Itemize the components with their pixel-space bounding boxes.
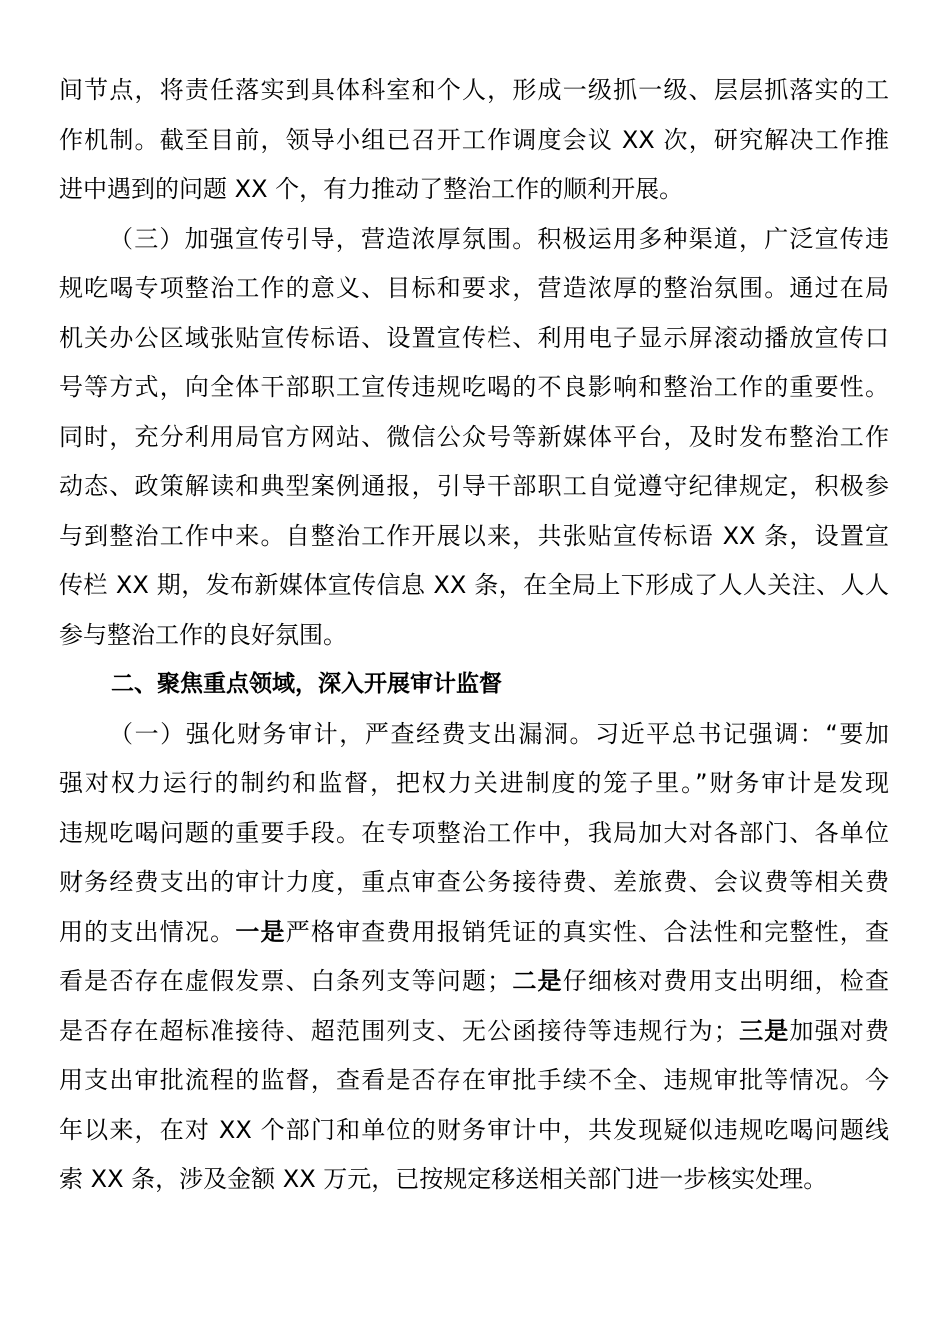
text-run: 是否存在超标准接待、超范围列支、无公函接待等违规行为； — [59, 1016, 738, 1045]
paragraph-line: 财务经费支出的审计力度，重点审查公务接待费、差旅费、会议费等相关费 — [59, 868, 889, 896]
bold-marker-third: 三是 — [737, 1016, 790, 1045]
text-run: 看是否存在虚假发票、白条列支等问题； — [59, 967, 512, 995]
paragraph-line: 索 XX 条，涉及金额 XX 万元，已按规定移送相关部门进一步核实处理。 — [59, 1165, 828, 1193]
paragraph-line: 用支出审批流程的监督，查看是否存在审批手续不全、违规审批等情况。今 — [59, 1066, 889, 1094]
document-page — [59, 66, 889, 1205]
paragraph-line: 作机制。截至目前，领导小组已召开工作调度会议 XX 次，研究解决工作推 — [59, 125, 889, 154]
paragraph-line: 规吃喝专项整治工作的意义、目标和要求，营造浓厚的整治氛围。通过在局 — [59, 274, 889, 302]
paragraph-line: 与到整治工作中来。自整治工作开展以来，共张贴宣传标语 XX 条，设置宣 — [59, 521, 889, 550]
paragraph-line: （一）强化财务审计，严查经费支出漏洞。习近平总书记强调：“要加 — [109, 719, 889, 748]
paragraph-line: 传栏 XX 期，发布新媒体宣传信息 XX 条，在全局上下形成了人人关注、人人 — [59, 571, 889, 599]
paragraph-line: （三）加强宣传引导，营造浓厚氛围。积极运用多种渠道，广泛宣传违 — [109, 224, 889, 253]
paragraph-line — [59, 908, 889, 958]
paragraph-line: 强对权力运行的制约和监督，把权力关进制度的笼子里。”财务审计是发现 — [59, 769, 889, 797]
paragraph-line: 年以来，在对 XX 个部门和单位的财务审计中，共发现疑似违规吃喝问题线 — [59, 1115, 889, 1144]
paragraph-line — [59, 957, 889, 1007]
text-run: 严格审查费用报销凭证的真实性、合法性和完整性，查 — [285, 917, 889, 946]
paragraph-line: 间节点，将责任落实到具体科室和个人，形成一级抓一级、层层抓落实的工 — [59, 76, 889, 104]
paragraph-line: 参与整治工作的良好氛围。 — [59, 620, 347, 649]
paragraph-line: 号等方式，向全体干部职工宣传违规吃喝的不良影响和整治工作的重要性。 — [59, 373, 889, 401]
paragraph-line: 进中遇到的问题 XX 个，有力推动了整治工作的顺利开展。 — [59, 175, 684, 203]
text-run: 用的支出情况。 — [59, 917, 236, 946]
paragraph-line — [59, 1007, 889, 1057]
paragraph-line: 机关办公区域张贴宣传标语、设置宣传栏、利用电子显示屏滚动播放宣传口 — [59, 323, 889, 352]
text-run: 仔细核对费用支出明细，检查 — [562, 967, 889, 995]
bold-marker-second: 二是 — [511, 967, 563, 995]
text-run: 加强对费 — [789, 1016, 889, 1045]
paragraph-line: 违规吃喝问题的重要手段。在专项整治工作中，我局加大对各部门、各单位 — [59, 818, 889, 847]
paragraph-line: 动态、政策解读和典型案例通报，引导干部职工自觉遵守纪律规定，积极参 — [59, 472, 889, 500]
bold-marker-first: 一是 — [235, 917, 286, 946]
paragraph-line: 同时，充分利用局官方网站、微信公众号等新媒体平台，及时发布整治工作 — [59, 422, 889, 451]
section-heading: 二、聚焦重点领域，深入开展审计监督 — [111, 671, 502, 697]
